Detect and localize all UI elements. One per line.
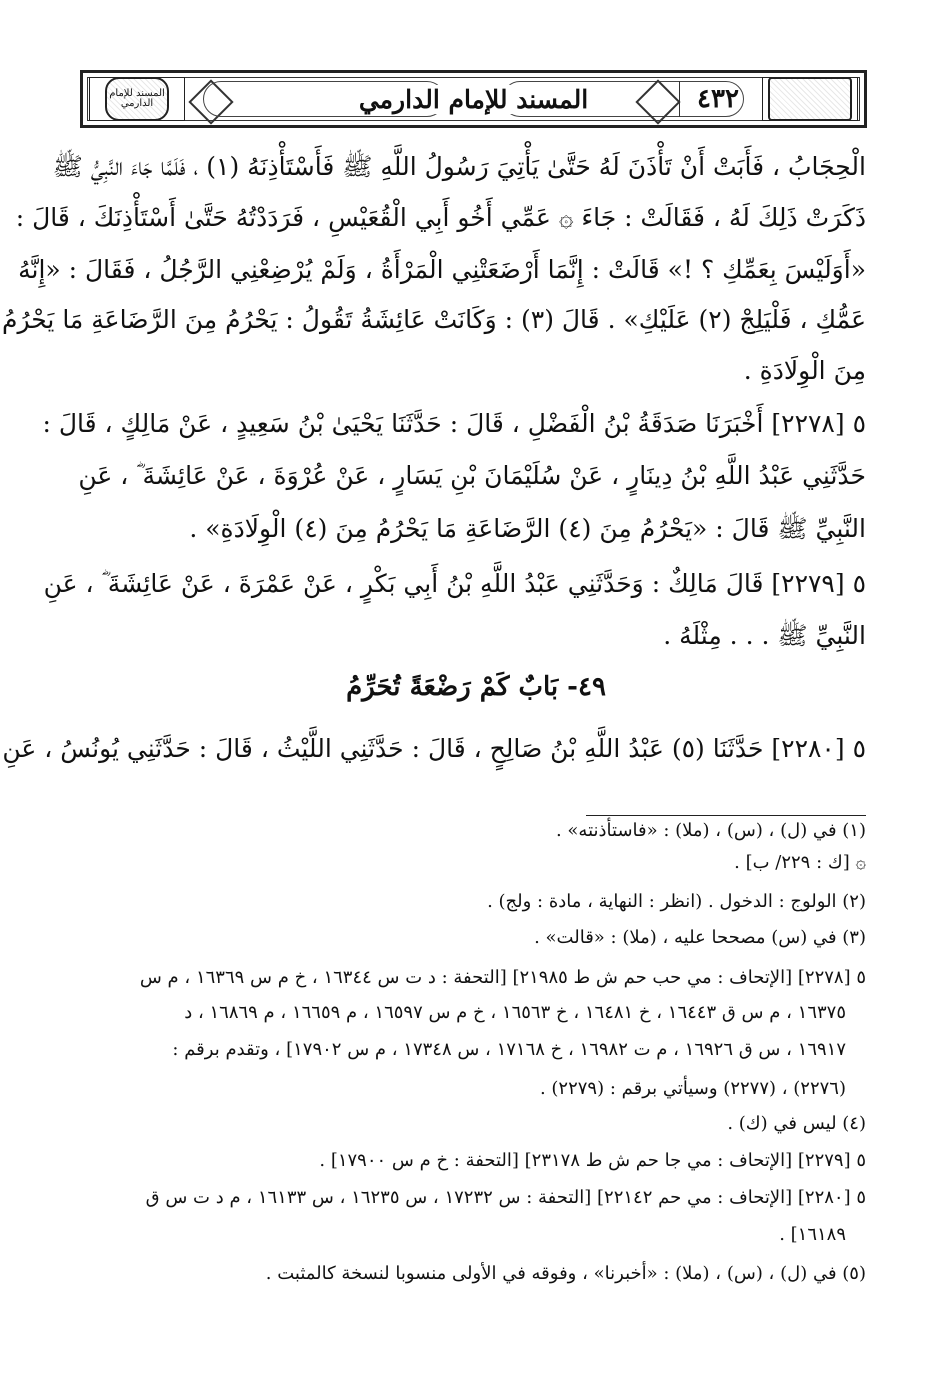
body-line: مِنَ الْوِلَادَةِ . (743, 356, 866, 385)
ornament-icon (768, 77, 852, 121)
hadith-2280-line: ٥ [٢٢٨٠] حَدَّثَنَا (٥) عَبْدُ اللَّهِ بْنُ صَالِحٍ ، قَالَ : حَدَّثَنِي اللَّيْثُ ، قَالَ : حَدَّثَنِي يُونُسُ ، عَنِ (2, 734, 866, 763)
footnote-continuation: (٢٢٧٦) ، (٢٢٧٧) وسيأتي برقم : (٢٢٧٩) . (539, 1078, 846, 1099)
running-title-text: المسند للإمام الدارمي (349, 85, 598, 114)
book-seal-emblem (105, 77, 169, 121)
page-header (80, 70, 867, 128)
footnote: ۞ [ك : ٢٢٩/ ب] . (734, 852, 866, 873)
footnote: (٥) في (ل) ، (س) ، (ملا) : «أخبرنا» ، وفوقه في الأولى منسوبا لنسخة كالمثبت . (265, 1263, 866, 1284)
footnote-continuation: ١٦٣٧٥ ، م س ق ١٦٤٤٣ ، خ ١٦٤٨١ ، خ ١٦٥٦٣ ، خ م س ١٦٥٩٧ ، م ١٦٦٥٩ ، م ١٦٨٦٩ ، د (184, 1002, 846, 1023)
body-line: عَمُّكِ ، فَلْيَلِجْ (٢) عَلَيْكِ» . قَالَ (٣) : وَكَانَتْ عَائِشَةُ تَقُولُ : يَحْرُمُ مِنَ الرَّضَاعَةِ مَا يَحْرُمُ (2, 305, 866, 334)
footnote: (٣) في (س) مصححا عليه ، (ملا) : «قالت» . (534, 927, 866, 948)
footnote: (٢) الولوج : الدخول . (انظر : النهاية ، مادة : ولج) . (487, 891, 866, 912)
body-line: ذَكَرَتْ ذَلِكَ لَهُ ، فَقَالَتْ : جَاءَ ۞ عَمِّي أَخُو أَبِي الْقُعَيْسِ ، فَرَدَدْتُهُ حَتَّىٰ أَسْتَأْذِنَكَ ، قَالَ : (15, 203, 866, 232)
hadith-2279-line: ٥ [٢٢٧٩] قَالَ مَالِكٌ : وَحَدَّثَنِي عَبْدُ اللَّهِ بْنُ أَبِي بَكْرٍ ، عَنْ عَمْرَةَ ، عَنْ عَائِشَةَ ؓ ، عَنِ (43, 569, 866, 598)
body-line: الْحِجَابُ ، فَأَبَتْ أَنْ تَأْذَنَ لَهُ حَتَّىٰ يَأْتِيَ رَسُولُ اللَّهِ ﷺ فَأَسْتَأْذِنَهُ (١) ، فَلَمَّا جَاءَ النَّبِيُّ ﷺ (52, 152, 866, 181)
hadith-2278-line: ٥ [٢٢٧٨] أَخْبَرَنَا صَدَقَةُ بْنُ الْفَضْلِ ، قَالَ : حَدَّثَنَا يَحْيَىٰ بْنُ سَعِيدٍ ، عَنْ مَالِكٍ ، قَالَ : (42, 409, 866, 438)
footnote: (١) في (ل) ، (س) ، (ملا) : «فاستأذنته» . (555, 820, 866, 841)
header-left-panel (89, 77, 185, 121)
body-line: «أَوَلَيْسَ بِعَمِّكِ ؟ !» قَالَتْ : إِنَّمَا أَرْضَعَتْنِي الْمَرْأَةُ ، وَلَمْ يُرْضِعْنِي الرَّجُلُ ، فَقَالَ : «إِنَّهُ (18, 255, 866, 284)
footnote: ٥ [٢٢٧٨] [الإتحاف : مي حب حم ش ط ٢١٩٨٥] [التحفة : د ت س ١٦٣٤٤ ، خ م س ١٦٣٦٩ ، م س (139, 967, 866, 988)
body-line: النَّبِيِّ ﷺ قَالَ : «يَحْرُمُ مِنَ (٤) الرَّضَاعَةِ مَا يَحْرُمُ مِنَ (٤) الْوِلَادَةِ» . (189, 514, 866, 543)
footnote: (٤) ليس في (ك) . (727, 1113, 866, 1134)
seal-text: المسند للإمام الدارمي (109, 87, 165, 109)
body-line: حَدَّثَنِي عَبْدُ اللَّهِ بْنُ دِينَارٍ ، عَنْ سُلَيْمَانَ بْنِ يَسَارٍ ، عَنْ عُرْوَةَ ، عَنْ عَائِشَةَ ؓ ، عَنِ (78, 461, 866, 490)
footnote-continuation: ١٦١٨٩] . (779, 1224, 846, 1245)
footnote: ٥ [٢٢٨٠] [الإتحاف : مي حم ٢٢١٤٢] [التحفة : س ١٧٢٣٢ ، س ١٦٢٣٥ ، س ١٦١٣٣ ، م د ت س ق (145, 1187, 866, 1208)
footnote-divider (586, 815, 866, 816)
body-line: النَّبِيِّ ﷺ . . . مِثْلَهُ . (663, 621, 866, 650)
footnote: ٥ [٢٢٧٩] [الإتحاف : مي جا حم ش ط ٢٣١٧٨] [التحفة : خ م س ١٧٩٠٠] . (319, 1150, 866, 1171)
chapter-title: ٤٩- بَابٌ كَمْ رَضْعَةً تُحَرِّمُ (346, 672, 606, 702)
header-right-panel (762, 77, 858, 121)
page-number: ٤٣٢ (679, 81, 756, 117)
footnote-continuation: ١٦٩١٧ ، س ق ١٦٩٢٦ ، م ت ١٦٩٨٢ ، خ ١٧١٦٨ ، س ١٧٣٤٨ ، م س ١٧٩٠٢] ، وتقدم برقم : (172, 1039, 846, 1060)
